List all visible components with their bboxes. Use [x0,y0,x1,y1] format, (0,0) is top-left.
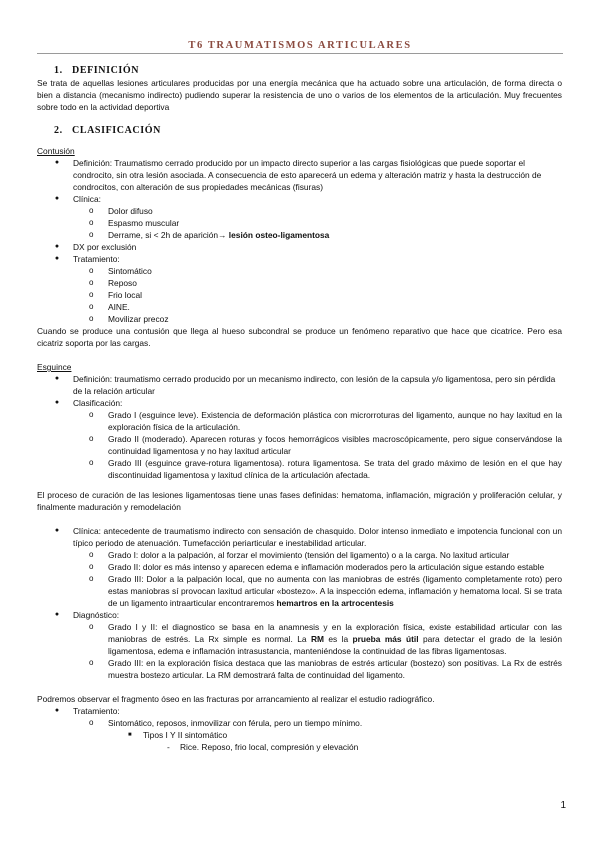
list-item: ● Clasificación: o Grado I (esguince leve). Existencia de deformación plástica con microrroturas del ligamento, aunque no hay laxitud en la exploración física de la articulación. o Grado II (moderado). Aparecen roturas y focos hemorrágicos visibles macroscópicamente, pero sigue conservándose la continuidad ligamentosa y no hay laxitud articular o Grado III (esguince grave-rotura ligamentosa). rotura ligamentosa. Se trata del grado máximo de lesión en el que hay discontinuidad ligamentosa y laxitud clínica de la articulación afectada. [37,397,562,481]
list-item: o Frio local [89,290,142,300]
list-item: o Movilizar precoz [89,314,169,324]
list-item: ● Definición: traumatismo cerrado producido por un mecanismo indirecto, con lesión de la capsula y/o ligamentosa, pero sin pérdida de la relación articular [54,374,556,396]
esguince-tratamiento-list [37,705,562,753]
document-body [37,65,562,753]
list-item: ■ Tipos I Y II sintomático - Rice. Reposo, frio local, compresión y elevación [37,729,562,753]
list-item: o Grado I y II: el diagnostico se basa en la anamnesis y en la exploración física, existe estabilidad articular con las maniobras de estrés. La Rx simple es normal. La RM es la prueba más útil para detectar el grado de la lesión ligamentosa, edema e inflamación intrasustancia, manteniéndose la continuidad de las fibras ligamentosas. [89,622,562,656]
contusion-note: Cuando se produce una contusión que llega al hueso subcondral se produce un fenómeno reparativo que hace que cicatrice. Pero esa cicatriz soporta por las cargas. [37,326,562,348]
list-item: o Grado III: en la exploración física destaca que las maniobras de estrés articular (bostezo) son positivas. La Rx de estrés muestra bostezo articular. La RM demostrará falta de continuidad del ligamento. [89,658,562,680]
esguince-clinica-list [37,525,562,681]
fragmento-oseo-paragraph: Podremos observar el fragmento óseo en las fracturas por arrancamiento al realizar el estudio radiográfico. [37,694,435,704]
proceso-curacion-paragraph: El proceso de curación de las lesiones ligamentosas tiene unas fases definidas: hematoma, inflamación, migración y proliferación celular, y finalmente maduración y remodelación [37,490,562,512]
list-item: o Grado III (esguince grave-rotura ligamentosa). rotura ligamentosa. Se trata del grado máximo de lesión en el que hay discontinuidad ligamentosa y laxitud clínica de la articulación afectada. [89,458,562,480]
list-item: o Reposo [89,278,137,288]
esguince-list [37,373,562,481]
section-heading-clasificacion: 2. CLASIFICACIÓN [54,125,161,136]
list-item: o Dolor difuso [89,206,153,216]
list-item: o Grado I (esguince leve). Existencia de deformación plástica con microrroturas del ligamento, aunque no hay laxitud en la exploración física de la articulación. [89,410,562,432]
list-item: ● Tratamiento: o Sintomático o Reposo o Frio local o AINE. o Movilizar precoz [37,253,562,325]
contusion-list [37,157,562,325]
list-item: o Grado II (moderado). Aparecen roturas y focos hemorrágicos visibles macroscópicamente, pero sigue conservándose la continuidad ligamentosa y no hay laxitud articular [89,434,562,456]
list-item: o Grado III: Dolor a la palpación local, que no aumenta con las maniobras de estrés (ligamento completamente roto) pero estas maniobras sí provocan laxitud articular «bostezo». A la inspección edema, inflamación y hematoma local. Si se trata de un ligamento intraarticular encontraremos hemartros en la artrocentesis [89,574,562,608]
list-item: o Sintomático [89,266,152,276]
section-heading-definicion: 1. DEFINICIÓN [54,65,140,76]
page-header-title: T6 TRAUMATISMOS ARTICULARES [188,40,412,51]
list-item: o Derrame, si < 2h de aparición→ lesión osteo-ligamentosa [89,230,330,240]
page-number: 1 [560,800,566,811]
list-item: - Rice. Reposo, frio local, compresión y elevación [167,742,359,752]
list-item: o Grado I: dolor a la palpación, al forzar el movimiento (tensión del ligamento) o a la carga. No laxitud articular [89,550,510,560]
arrow-icon: → [218,230,227,240]
list-item: o Sintomático, reposos, inmovilizar con férula, pero un tiempo mínimo. ■ Tipos I Y II sintomático - Rice. Reposo, frio local, compresión y elevación [37,717,562,753]
header-divider [37,53,563,54]
list-item: ● Tratamiento: o Sintomático, reposos, inmovilizar con férula, pero un tiempo mínimo. ■ Tipos I Y II sintomático - Rice. Reposo, frio local, compresión y elevación [37,705,562,753]
subsection-contusion: Contusión [37,146,75,156]
list-item: ● DX por exclusión [54,242,137,252]
list-item: ● Clínica: antecedente de traumatismo indirecto con sensación de chasquido. Dolor intenso inmediato e impotencia funcional con un típico periodo de atenuación. Tumefacción periarticular e inestabilidad articular. o Grado I: dolor a la palpación, al forzar el movimiento (tensión del ligamento) o a la carga. No laxitud articular o Grado II: dolor es más intenso y aparecen edema e inflamación moderados pero la articulación sigue estando estable o Grado III: Dolor a la palpación local, que no aumenta con las maniobras de estrés (ligamento completamente roto) pero estas maniobras sí provocan laxitud articular «bostezo». A la inspección edema, inflamación y hematoma local. Si se trata de un ligamento intraarticular encontraremos hemartros en la artrocentesis [37,525,562,609]
subsection-esguince: Esguince [37,362,72,372]
list-item: o Grado II: dolor es más intenso y aparecen edema e inflamación moderados pero la articulación sigue estando estable [89,562,545,572]
definicion-paragraph: Se trata de aquellas lesiones articulares producidas por una energía mecánica que ha actuado sobre una articulación, de forma directa o bien a distancia (mecanismo indirecto) pudiendo superar la resistencia de uno o varios de los elementos de la articulación. Muy frecuentes sobre todo en la actividad deportiva [37,78,562,112]
list-item: o Espasmo muscular [89,218,180,228]
list-item: ● Clínica: o Dolor difuso o Espasmo muscular o Derrame, si < 2h de aparición→ lesión osteo-ligamentosa [37,193,562,241]
list-item: ● Definición: Traumatismo cerrado producido por un impacto directo superior a las cargas fisiológicas que puede soportar el condrocito, sin otra lesión asociada. A consecuencia de esto aparecerá un edema y alteración matriz y hasta la destrucción de condrocitos, con alteración de sus propiedades mecánicas (fisuras) [54,158,542,192]
list-item: ● Diagnóstico: o Grado I y II: el diagnostico se basa en la anamnesis y en la exploración física, existe estabilidad articular con las maniobras de estrés. La Rx simple es normal. La RM es la prueba más útil para detectar el grado de la lesión ligamentosa, edema e inflamación intrasustancia, manteniéndose la continuidad de las fibras ligamentosas. o Grado III: en la exploración física destaca que las maniobras de estrés articular (bostezo) son positivas. La Rx de estrés muestra bostezo articular. La RM demostrará falta de continuidad del ligamento. [37,609,562,681]
list-item: o AINE. [89,302,130,312]
